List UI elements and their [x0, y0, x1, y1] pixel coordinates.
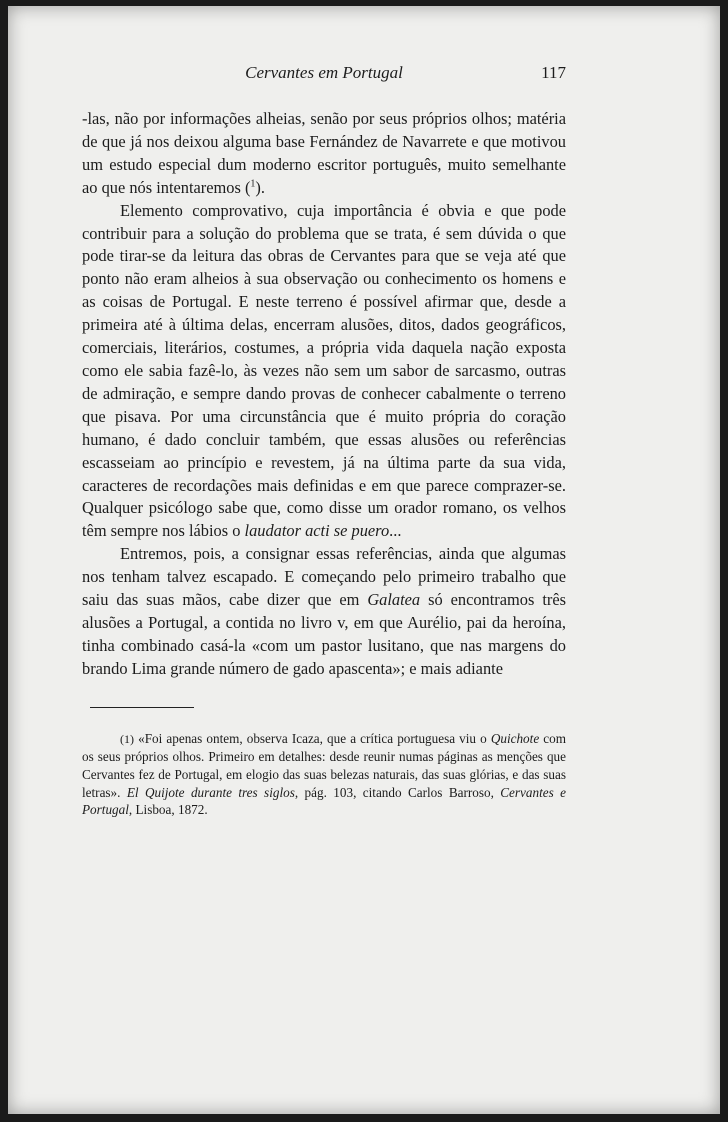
footnote-1 [82, 730, 566, 820]
footnote-italic-source: Cervantes e Portugal [82, 784, 566, 818]
paragraph-1-text: -las, não por informações alheias, senão por seus próprios olhos; matéria de que já nos deixou alguma base Fernández de Navarrete e que motivou um estudo especial dum moderno escritor português, muito semelhante ao que nós intentaremos ( [82, 109, 566, 197]
footnote-text-2: com os seus próprios olhos. Primeiro em detalhes: desde reunir numas páginas as menções que Cervantes fez de Portugal, em elogio das suas belezas naturais, das suas glórias, e das suas letras». [82, 730, 566, 800]
paragraph-1 [82, 108, 566, 200]
footnote-marker: (1) [120, 731, 134, 746]
paragraph-3 [82, 543, 566, 680]
footnote-text-1: «Foi apenas ontem, observa Icaza, que a crítica portuguesa viu o [134, 730, 491, 746]
body-text [82, 108, 566, 681]
footnote-divider [90, 707, 194, 708]
paragraph-3-text: Entremos, pois, a consignar essas referências, ainda que algumas nos tenham talvez escapado. E começando pelo primeiro trabalho que saiu das suas mãos, cabe dizer que em [82, 544, 566, 610]
footnote-italic-quichote: Quichote [490, 730, 540, 746]
paragraph-1-text-end: ). [255, 177, 265, 197]
page-content [82, 58, 566, 832]
paragraph-3-text-end: só encontramos três alusões a Portugal, a contida no livro v, em que Aurélio, pai da heroína, tinha combinado casá-la «com um pastor lusitano, que nas margens do brando Lima grande número de gado apascenta»; e mais adiante [82, 590, 566, 678]
footnote-text-3: , pág. 103, citando Carlos Barroso, [294, 784, 501, 800]
footnote-text-4: , Lisboa, 1872. [128, 802, 208, 818]
latin-phrase: laudator acti se puero [244, 521, 390, 541]
paragraph-2-text-end: ... [389, 521, 402, 541]
paragraph-2 [82, 200, 566, 544]
footnote-reference: 1 [250, 178, 256, 190]
book-page [8, 6, 720, 1114]
running-title: Cervantes em Portugal [245, 63, 403, 82]
work-title-galatea: Galatea [367, 590, 421, 610]
footnote-italic-book: El Quijote durante tres siglos [126, 784, 295, 800]
page-number: 117 [541, 63, 566, 82]
running-header [82, 58, 566, 86]
paragraph-2-text: Elemento comprovativo, cuja importância é obvia e que pode contribuir para a solução do problema que se trata, é sem dúvida o que pode tirar-se da leitura das obras de Cervantes para que se veja até que ponto não eram alheios à sua observação ou conhecimento os homens e as coisas de Portugal. E neste terreno é possível afirmar que, desde a primeira até à última delas, encerram alusões, ditos, dados geográficos, comerciais, literários, costumes, a própria vida daquela nação exposta como ele sabia fazê-lo, às vezes não sem um sabor de sarcasmo, outras de admiração, e sempre dando provas de conhecer cabalmente o terreno que pisava. Por uma circunstância que é muito própria do coração humano, é dado concluir também, que essas alusões ou referências escasseiam ao princípio e revestem, já na última parte da sua vida, caracteres de recordações mais definidas e em que parece comprazer-se. Qualquer psicólogo sabe que, como disse um orador romano, os velhos têm sempre nos lábios o [82, 200, 566, 541]
